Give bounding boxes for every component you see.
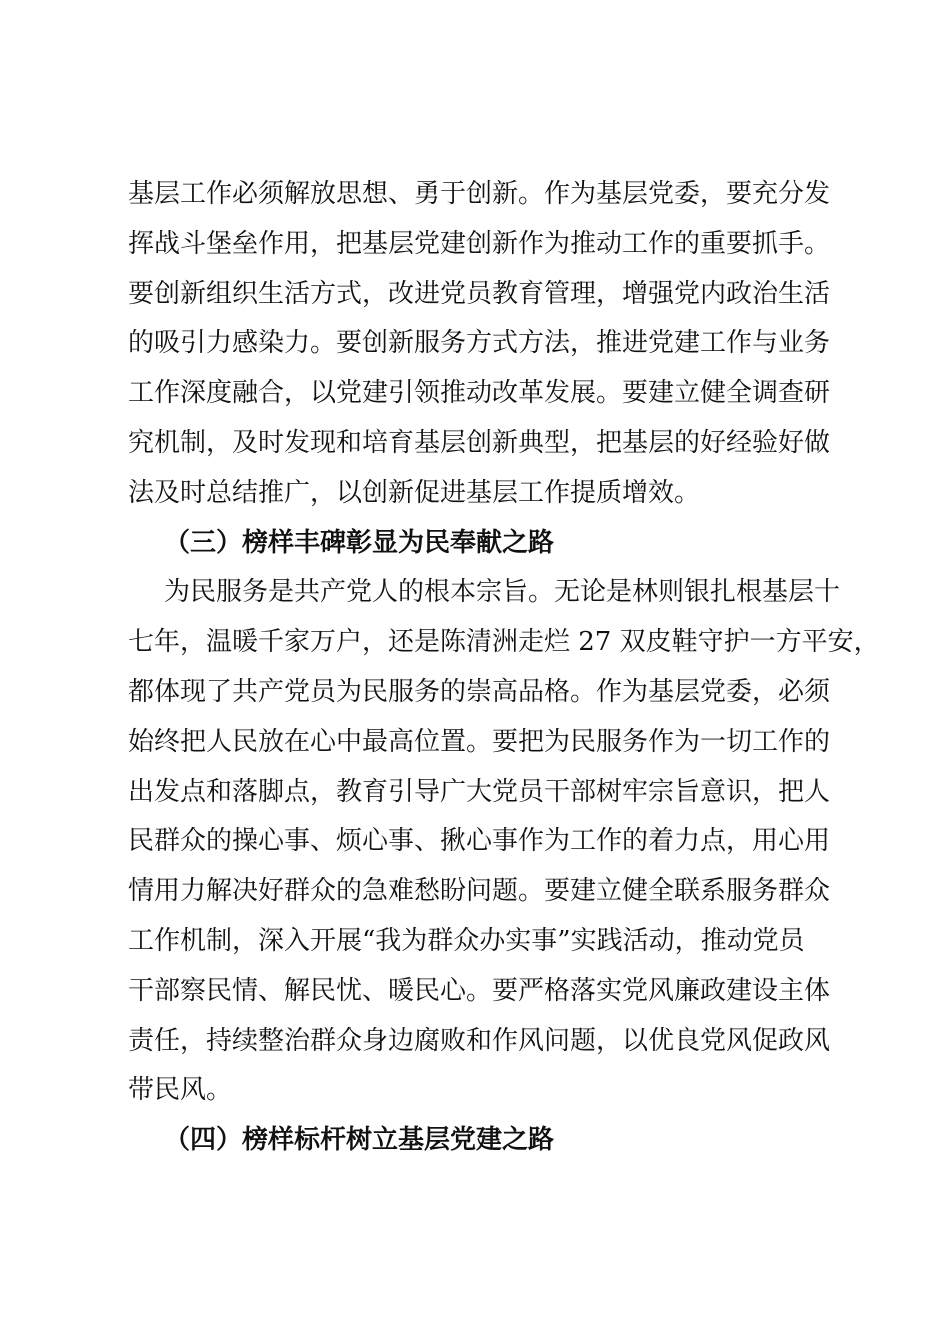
paragraph-line: 情用力解决好群众的急难愁盼问题。要建立健全联系服务群众: [128, 876, 831, 907]
section-heading-4: （四）榜样标杆树立基层党建之路: [164, 1125, 555, 1156]
section-heading-3: （三）榜样丰碑彰显为民奉献之路: [164, 527, 555, 558]
paragraph-line: 工作深度融合，以党建引领推动改革发展。要建立健全调查研: [128, 378, 831, 409]
paragraph-line: 法及时总结推广，以创新促进基层工作提质增效。: [128, 477, 701, 508]
paragraph-line: 的吸引力感染力。要创新服务方式方法，推进党建工作与业务: [128, 328, 831, 359]
paragraph-line: 干部察民情、解民忧、暖民心。要严格落实党风廉政建设主体: [128, 975, 831, 1006]
paragraph-line: 始终把人民放在心中最高位置。要把为民服务作为一切工作的: [128, 726, 831, 757]
paragraph-line: 都体现了共产党员为民服务的崇高品格。作为基层党委，必须: [128, 676, 831, 707]
paragraph-line: 基层工作必须解放思想、勇于创新。作为基层党委，要充分发: [128, 179, 831, 209]
paragraph-line: 民群众的操心事、烦心事、揪心事作为工作的着力点，用心用: [128, 826, 831, 857]
document-page: [128, 170, 880, 1166]
paragraph-line: 为民服务是共产党人的根本宗旨。无论是林则银扎根基层十: [164, 577, 841, 608]
paragraph-line: 究机制，及时发现和培育基层创新典型，把基层的好经验好做: [128, 427, 831, 458]
paragraph-line: 要创新组织生活方式，改进党员教育管理，增强党内政治生活: [128, 278, 831, 309]
paragraph-line: 挥战斗堡垒作用，把基层党建创新作为推动工作的重要抓手。: [128, 228, 831, 259]
paragraph-line: 责任，持续整治群众身边腐败和作风问题，以优良党风促政风: [128, 1025, 831, 1056]
paragraph-line: 工作机制，深入开展“我为群众办实事”实践活动，推动党员: [128, 925, 805, 956]
paragraph-line: 带民风。: [128, 1075, 233, 1106]
paragraph-line: 七年，温暖千家万户，还是陈清洲走烂 27 双皮鞋守护一方平安，: [128, 627, 880, 658]
paragraph-line: 出发点和落脚点，教育引导广大党员干部树牢宗旨意识，把人: [128, 776, 831, 807]
